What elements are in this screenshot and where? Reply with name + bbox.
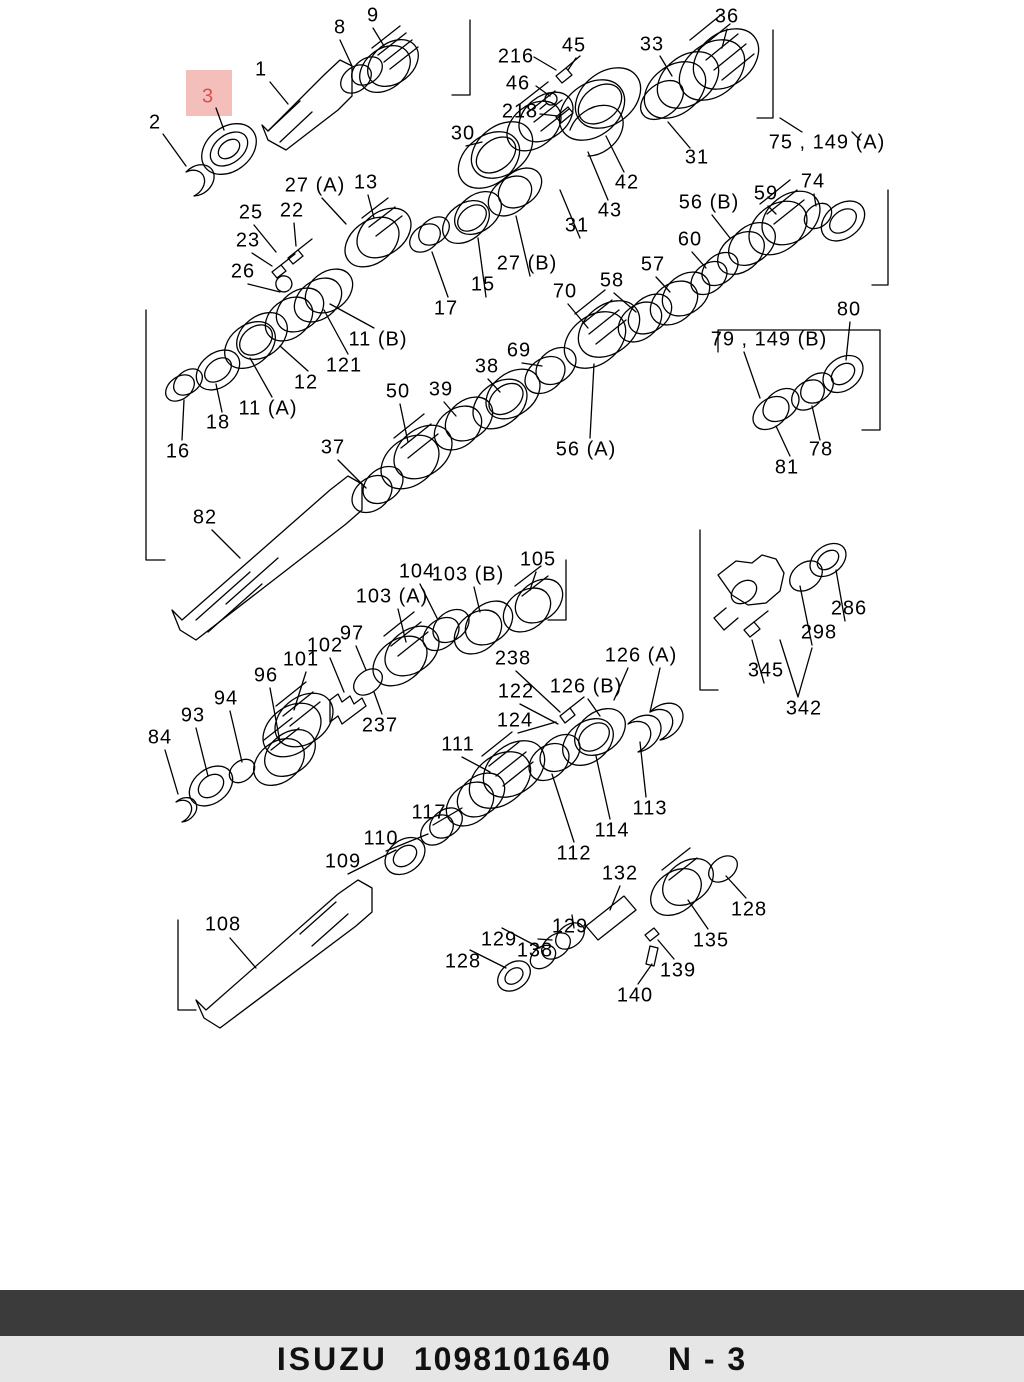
- part-11B: [257, 288, 321, 350]
- callout-27-b: 27 (B): [496, 252, 558, 275]
- part-42: [548, 67, 637, 152]
- part-81: [747, 390, 796, 437]
- callout-37: 37: [320, 436, 346, 459]
- part-13: [335, 207, 408, 277]
- leader-342: [780, 640, 812, 697]
- gear-teeth-9: [372, 26, 418, 69]
- part-27B-b: [491, 160, 550, 216]
- leader-121: [324, 310, 348, 354]
- callout-138: 138: [516, 939, 554, 962]
- bracket-group-108: [178, 920, 196, 1010]
- teeth-70: [575, 290, 626, 344]
- callout-2: 2: [148, 111, 162, 134]
- footer-dark-band: [0, 1290, 1024, 1336]
- part-12-bore: [234, 319, 278, 362]
- part-104: [417, 611, 466, 658]
- part-105b: [507, 570, 571, 632]
- part-15b: [446, 183, 509, 243]
- callout-112: 112: [556, 842, 592, 865]
- leader-97: [356, 646, 366, 670]
- callout-84: 84: [147, 726, 173, 749]
- callout-70: 70: [552, 280, 578, 303]
- leader-43: [588, 152, 608, 200]
- leader-94: [230, 711, 242, 762]
- callout-17: 17: [433, 297, 459, 320]
- callout-108: 108: [204, 913, 242, 936]
- part-103A: [363, 626, 436, 696]
- shaft-splines-108: [300, 902, 348, 946]
- bracket-group-80: [862, 330, 880, 430]
- part-output-shaft-108: [196, 880, 372, 1028]
- callout-103-b: 103 (B): [431, 563, 505, 586]
- callout-74: 74: [800, 170, 826, 193]
- part-139: [645, 928, 659, 941]
- part-69b: [529, 340, 583, 392]
- part-103A-b: [375, 616, 448, 686]
- callout-56-a: 56 (A): [555, 438, 617, 461]
- callout-117: 117: [411, 801, 447, 824]
- part-84: [176, 798, 197, 822]
- leader-79: [744, 352, 760, 398]
- leader-101: [294, 672, 306, 710]
- callout-80: 80: [836, 298, 862, 321]
- callout-1: 1: [254, 58, 268, 81]
- part-121: [286, 269, 350, 331]
- leader-50: [400, 404, 408, 442]
- callout-69: 69: [506, 339, 532, 362]
- callout-94: 94: [213, 687, 239, 710]
- part-345-pin: [754, 611, 768, 622]
- leader-112: [552, 774, 574, 842]
- bracket-group-8-9: [452, 20, 470, 95]
- callout-56-b: 56 (B): [678, 191, 740, 214]
- leader-42: [606, 136, 624, 172]
- callout-31: 31: [564, 214, 590, 237]
- callout-128: 128: [730, 898, 768, 921]
- part-124-pin: [570, 697, 584, 708]
- part-345: [744, 622, 760, 637]
- part-102: [330, 694, 366, 724]
- leader-140: [638, 964, 652, 984]
- leader-135: [688, 900, 708, 929]
- callout-9: 9: [366, 4, 380, 27]
- teeth-50: [394, 414, 438, 458]
- callout-38: 38: [474, 355, 500, 378]
- leader-80: [846, 322, 850, 360]
- callout-111: 111: [441, 733, 475, 756]
- leader-82: [212, 530, 240, 558]
- callout-57: 57: [640, 253, 666, 276]
- part-12b: [228, 303, 297, 369]
- callout-78: 78: [808, 438, 834, 461]
- callout-104: 104: [398, 560, 436, 583]
- callout-11-a: 11 (A): [238, 397, 298, 420]
- part-main-shaft-1: [262, 60, 352, 150]
- leader-13: [368, 195, 374, 218]
- callout-132: 132: [601, 862, 639, 885]
- part-75-bearing: [814, 193, 873, 249]
- leader-84: [165, 750, 178, 794]
- part-121b: [297, 260, 361, 322]
- part-16b: [169, 363, 208, 400]
- part-135b: [654, 849, 723, 915]
- leader-11B: [330, 304, 374, 328]
- teeth-101: [276, 682, 320, 726]
- callout-109: 109: [324, 850, 362, 873]
- callout-31: 31: [684, 146, 710, 169]
- leader-126B: [588, 699, 600, 716]
- leader-108: [230, 938, 256, 968]
- leader-114: [596, 756, 610, 819]
- leader-74: [814, 194, 816, 206]
- part-114b: [566, 699, 635, 765]
- part-117b: [449, 764, 513, 826]
- callout-238: 238: [494, 647, 532, 670]
- part-46-stem: [540, 104, 546, 109]
- leader-237: [374, 692, 382, 714]
- part-286: [804, 537, 853, 584]
- callout-3: 3: [201, 85, 215, 108]
- page-label: N - 3: [667, 1340, 748, 1377]
- leader-93: [196, 728, 208, 776]
- callout-81: 81: [774, 456, 800, 479]
- callout-36: 36: [714, 5, 740, 28]
- part-58b: [621, 286, 680, 342]
- leader-11A: [250, 358, 272, 397]
- callout-75-149-a: 75 , 149 (A): [768, 131, 886, 154]
- callout-58: 58: [599, 269, 625, 292]
- leader-102: [330, 658, 344, 692]
- callout-286: 286: [830, 597, 868, 620]
- bracket-group-36: [757, 30, 773, 118]
- callout-102: 102: [306, 634, 344, 657]
- leader-45: [568, 58, 576, 70]
- callout-12: 12: [293, 371, 319, 394]
- part-39: [426, 397, 490, 459]
- leader-12: [280, 346, 308, 371]
- leader-31a: [668, 122, 690, 148]
- leader-1: [270, 82, 288, 104]
- callout-139: 139: [659, 959, 697, 982]
- bracket-group-left: [146, 310, 165, 560]
- part-27A-b: [413, 211, 455, 251]
- leader-58: [614, 293, 636, 312]
- callout-26: 26: [230, 260, 256, 283]
- part-42-bore: [571, 76, 630, 132]
- footer-info-band: [0, 1336, 1024, 1382]
- part-33-bore: [633, 73, 691, 128]
- callout-129: 129: [551, 915, 589, 938]
- part-22-pin: [298, 239, 312, 250]
- part-36: [668, 27, 757, 112]
- callout-345: 345: [747, 659, 785, 682]
- callout-105: 105: [519, 548, 557, 571]
- part-114: [554, 709, 623, 775]
- callout-39: 39: [428, 378, 454, 401]
- part-113: [628, 715, 661, 752]
- callout-140: 140: [616, 984, 654, 1007]
- callout-46: 46: [505, 72, 531, 95]
- part-36b: [682, 16, 771, 101]
- leader-60: [692, 252, 706, 268]
- part-housing-flange: [718, 555, 784, 605]
- callout-135: 135: [692, 929, 730, 952]
- part-flange-leg: [714, 608, 738, 630]
- part-50b: [384, 414, 463, 490]
- shaft-splines-82: [196, 558, 278, 632]
- part-gear-9b: [351, 36, 420, 102]
- callout-60: 60: [677, 228, 703, 251]
- callout-298: 298: [800, 621, 838, 644]
- leader-216: [534, 57, 556, 70]
- callout-122: 122: [497, 680, 535, 703]
- leader-81: [776, 426, 790, 456]
- leader-128b: [726, 876, 746, 898]
- callout-22: 22: [279, 199, 305, 222]
- callout-30: 30: [450, 122, 476, 145]
- callout-11-b: 11 (B): [348, 328, 408, 351]
- leader-70: [568, 304, 588, 328]
- callout-15: 15: [470, 273, 496, 296]
- callout-43: 43: [597, 199, 623, 222]
- callout-42: 42: [614, 171, 640, 194]
- callout-82: 82: [192, 506, 218, 529]
- callout-128: 128: [444, 950, 482, 973]
- part-37b: [356, 459, 410, 511]
- leader-26: [248, 284, 280, 292]
- leader-139: [658, 940, 674, 959]
- leader-8: [340, 40, 352, 66]
- part-128b: [704, 850, 743, 887]
- leader-16: [182, 400, 184, 440]
- callout-79-149-b: 79 , 149 (B): [710, 328, 828, 351]
- callout-27-a: 27 (A): [284, 174, 346, 197]
- leader-56B: [712, 215, 730, 238]
- callout-126-a: 126 (A): [604, 644, 678, 667]
- leader-78: [812, 406, 820, 440]
- part-103B-b: [457, 592, 521, 654]
- leader-37: [338, 460, 366, 488]
- part-number-label: 1098101640: [413, 1340, 612, 1377]
- callout-59: 59: [753, 182, 779, 205]
- leader-2: [163, 134, 186, 166]
- part-45: [556, 68, 572, 83]
- leader-3: [216, 108, 224, 130]
- part-81b: [757, 382, 806, 429]
- part-105: [495, 579, 559, 641]
- part-97: [349, 663, 388, 700]
- callout-45: 45: [561, 34, 587, 57]
- leader-17: [432, 252, 448, 297]
- part-96b: [256, 720, 325, 786]
- callout-121: 121: [325, 354, 363, 377]
- bracket-group-right-housing: [700, 530, 718, 690]
- part-112b: [533, 727, 587, 779]
- brand-label: ISUZU: [276, 1340, 388, 1377]
- callout-129: 129: [480, 928, 518, 951]
- part-gear-9: [359, 30, 428, 96]
- leader-22: [294, 223, 296, 246]
- callout-16: 16: [165, 440, 191, 463]
- part-132-pin: [586, 896, 636, 940]
- callout-23: 23: [235, 229, 261, 252]
- part-42b: [564, 55, 653, 140]
- part-80-bore: [827, 359, 859, 389]
- footer-bar: [0, 1290, 1024, 1382]
- callout-13: 13: [353, 171, 379, 194]
- callout-110: 110: [363, 827, 399, 850]
- callout-33: 33: [639, 33, 665, 56]
- callout-113: 113: [632, 797, 668, 820]
- callout-342: 342: [785, 697, 823, 720]
- callout-93: 93: [180, 704, 206, 727]
- teeth-103A: [384, 612, 428, 656]
- part-50: [371, 424, 450, 500]
- callout-96: 96: [253, 664, 279, 687]
- part-bearing-3-inner: [204, 125, 254, 173]
- part-135: [642, 859, 711, 925]
- part-113b: [650, 703, 683, 740]
- callout-126-b: 126 (B): [549, 675, 623, 698]
- callout-18: 18: [205, 411, 231, 434]
- callout-97: 97: [339, 622, 365, 645]
- leader-56A: [590, 364, 594, 438]
- part-124: [560, 708, 575, 723]
- callout-8: 8: [333, 16, 347, 39]
- callout-216: 216: [497, 45, 535, 68]
- part-70: [553, 300, 636, 380]
- callout-218: 218: [501, 100, 539, 123]
- callout-101: 101: [282, 648, 320, 671]
- callout-25: 25: [238, 201, 264, 224]
- part-snap-ring-2: [186, 165, 214, 196]
- callout-124: 124: [496, 709, 534, 732]
- callout-50: 50: [385, 380, 411, 403]
- bracket-group-74: [872, 190, 888, 285]
- part-93: [182, 758, 241, 814]
- part-13b: [347, 198, 420, 268]
- part-26: [276, 276, 292, 292]
- callout-103-a: 103 (A): [355, 585, 429, 608]
- callout-237: 237: [361, 714, 399, 737]
- leader-132: [610, 886, 620, 910]
- callout-114: 114: [594, 819, 630, 842]
- teeth-13: [362, 198, 402, 236]
- part-140: [646, 946, 658, 966]
- part-104b: [427, 603, 476, 650]
- leader-27A: [322, 198, 346, 224]
- part-12: [216, 312, 285, 378]
